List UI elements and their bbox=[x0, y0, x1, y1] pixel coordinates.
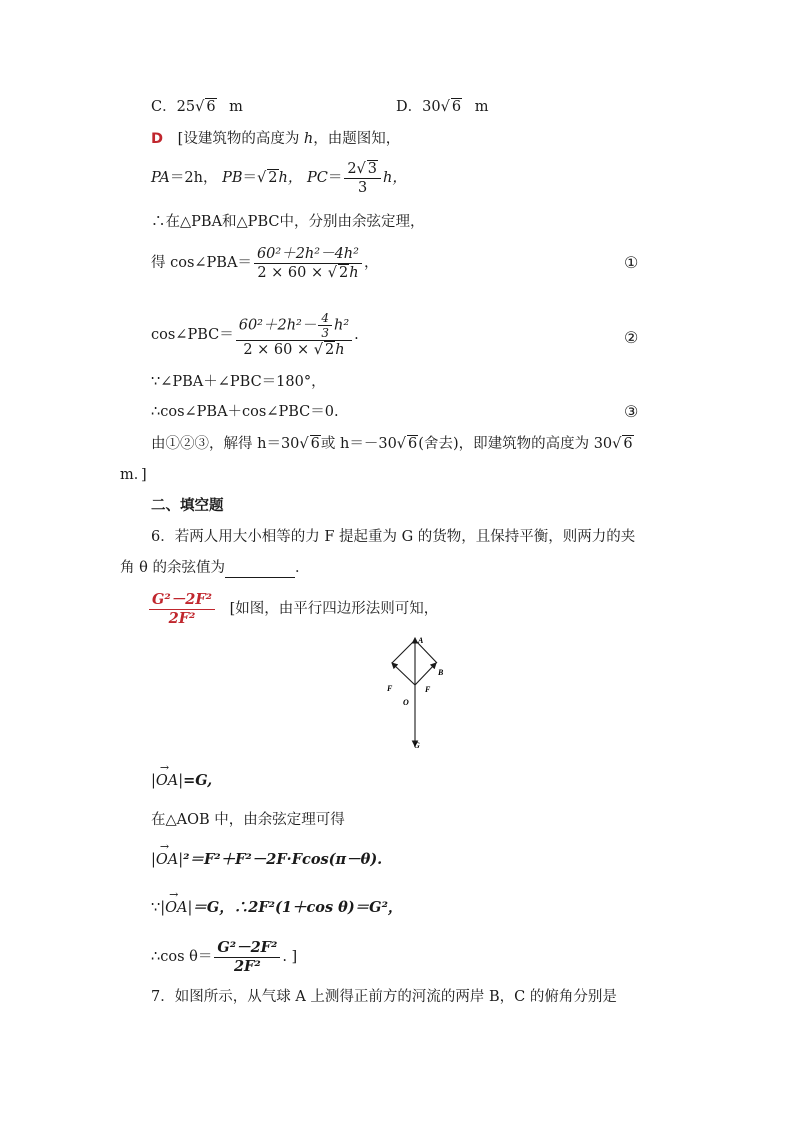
q5-sum-line: ∴cos∠PBA＋cos∠PBC＝0. bbox=[151, 404, 339, 420]
label-b: B bbox=[438, 668, 444, 677]
q6-stem-line-2: 角 θ 的余弦值为 ． bbox=[120, 560, 310, 576]
q5-result-line: 由①②③，解得 h＝30√ 6或 h＝－30√ 6(舍去)，即建筑物的高度为 30√ 6 bbox=[151, 436, 633, 452]
q5-because-line: ∵∠PBA＋∠PBC＝180°， bbox=[151, 374, 326, 390]
label-f-left: F bbox=[387, 684, 393, 693]
q5-lengths: PA＝2h， PB＝√ 2h， PC＝ $\frac{2√ 3}{3}$ h， bbox=[151, 160, 407, 196]
equation-mark-2: ② bbox=[624, 328, 639, 347]
label-a: A bbox=[418, 636, 424, 645]
final-cos-line: ∴cos θ＝ $\frac{\text{G²－2F²}}{\text{2F²}}$ . ] bbox=[151, 938, 298, 975]
q5-equation-2: cos∠PBC＝ 60²＋2h²－ $\frac{4}{3}$ h² 2 × 60 × √ 2h . bbox=[151, 311, 359, 358]
q5-answer-line: D [设建筑物的高度为 h，由题图知， bbox=[151, 131, 401, 147]
because-line: ∵|→ OA|＝G，∴2F²(1＋cos θ)＝G²， bbox=[151, 898, 402, 918]
label-o: O bbox=[403, 698, 409, 707]
q6-answer-fraction: $\frac{\text{G²－2F²}}{\text{2F²}}$ bbox=[149, 591, 215, 628]
vector-f-right bbox=[415, 663, 436, 685]
oa-magnitude-line: |→ OA|=G, bbox=[151, 771, 212, 791]
parallelogram-left-edge bbox=[392, 640, 415, 663]
q6-answer-line: $\frac{\text{G²－2F²}}{\text{2F²}}$ [如图，由平行四边形法则可知， bbox=[147, 589, 438, 629]
q6-stem-line-1: 6．若两人用大小相等的力 F 提起重为 G 的货物，且保持平衡，则两力的夹 bbox=[151, 529, 636, 545]
equation-mark-1: ① bbox=[624, 253, 639, 272]
option-c: C．25√ 6 m bbox=[151, 99, 243, 115]
q5-therefore-line: ∴在△PBA和△PBC中，分别由余弦定理， bbox=[151, 214, 425, 230]
force-diagram bbox=[370, 630, 460, 755]
label-f-right: F bbox=[425, 685, 431, 694]
equation-mark-3: ③ bbox=[624, 402, 639, 421]
law-of-cosines-line: |→ OA|²＝F²＋F²－2F·Fcos(π－θ). bbox=[151, 850, 382, 870]
pc-fraction: $\frac{2√ 3}{3}$ bbox=[344, 160, 381, 197]
option-d: D．30√ 6 m bbox=[396, 99, 489, 115]
q5-equation-1: 得 cos∠PBA＝ $\frac{\text{60²＋2h²－4h²}}{2 \times 60 \times √ 2h}$ ， bbox=[151, 245, 379, 281]
triangle-line: 在△AOB 中，由余弦定理可得 bbox=[151, 812, 345, 828]
q5-result-end: m．] bbox=[120, 467, 147, 483]
vector-f-left bbox=[392, 663, 415, 685]
answer-blank[interactable] bbox=[225, 563, 295, 578]
section-title: 二、填空题 bbox=[151, 498, 224, 514]
q7-stem: 7．如图所示，从气球 A 上测得正前方的河流的两岸 B，C 的俯角分别是 bbox=[151, 989, 617, 1005]
q5-answer: D bbox=[151, 131, 164, 147]
label-g: G bbox=[414, 741, 420, 750]
